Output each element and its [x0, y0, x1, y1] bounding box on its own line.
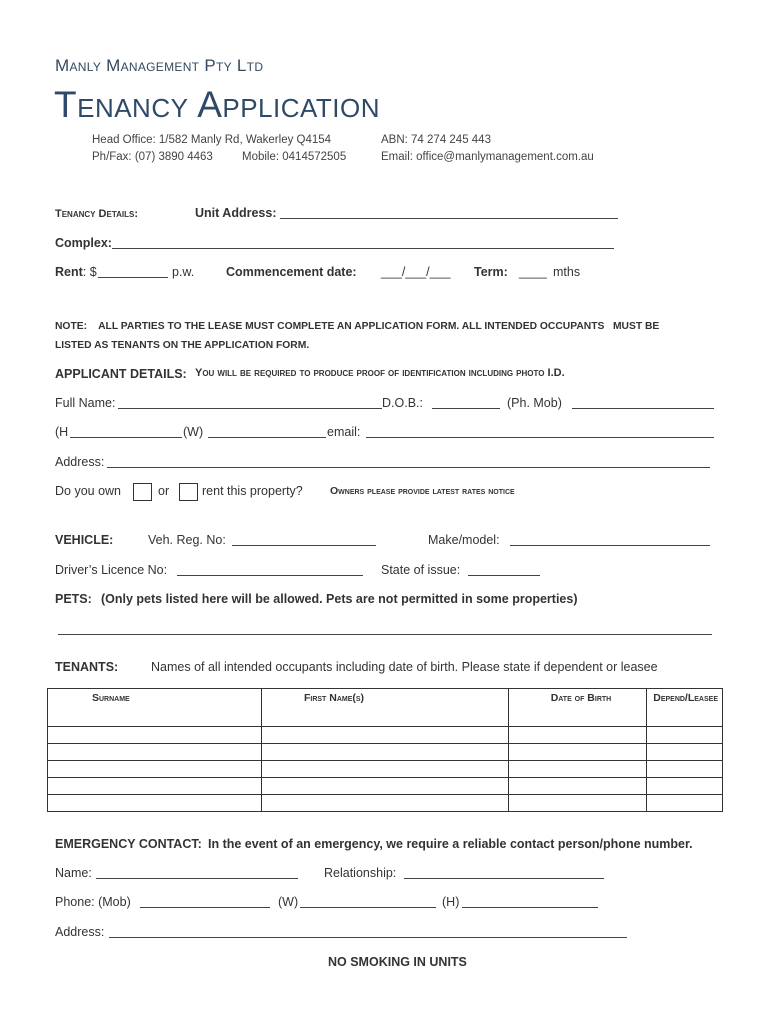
emergency-name-field[interactable] — [96, 878, 298, 879]
emergency-home-field[interactable] — [462, 907, 598, 908]
tenants-note: Names of all intended occupants including date of birth. Please state if dependent or leasee — [151, 660, 658, 674]
table-row — [48, 727, 723, 744]
emergency-work-field[interactable] — [300, 907, 436, 908]
licence-field[interactable] — [177, 575, 363, 576]
table-cell[interactable] — [261, 727, 508, 744]
commencement-field[interactable]: ___/___/___ — [381, 265, 451, 279]
complex-label: Complex: — [55, 236, 112, 250]
rent-checkbox[interactable] — [179, 483, 198, 501]
table-cell[interactable] — [261, 761, 508, 778]
rent-suffix: p.w. — [172, 265, 195, 279]
head-office: Head Office: 1/582 Manly Rd, Wakerley Q4154 — [92, 134, 332, 146]
relationship-label: Relationship: — [324, 866, 397, 880]
email-field[interactable] — [366, 437, 714, 438]
or-label: or — [158, 484, 170, 498]
emergency-mob-label: Phone: (Mob) — [55, 895, 131, 909]
home-phone-field[interactable] — [70, 437, 182, 438]
address-field[interactable] — [107, 467, 710, 468]
table-cell[interactable] — [647, 778, 723, 795]
col-depend-leasee: Depend/Leasee — [647, 689, 723, 727]
email-label: email: — [327, 425, 361, 439]
ph-mob-field[interactable] — [572, 408, 714, 409]
emergency-work-label: (W) — [278, 895, 299, 909]
commencement-label: Commencement date: — [226, 265, 357, 279]
ph-mob-label: (Ph. Mob) — [507, 396, 562, 410]
page-title: Tenancy Application — [54, 84, 381, 125]
table-row — [48, 795, 723, 812]
work-phone-label: (W) — [183, 425, 204, 439]
emergency-name-label: Name: — [55, 866, 92, 880]
emergency-heading: EMERGENCY CONTACT: — [55, 837, 202, 851]
tenants-table — [47, 688, 723, 812]
emergency-mob-field[interactable] — [140, 907, 270, 908]
do-you-own-label: Do you own — [55, 484, 122, 498]
unit-address-field[interactable] — [280, 218, 618, 219]
abn: ABN: 74 274 245 443 — [381, 134, 491, 146]
vehicle-heading: VEHICLE: — [55, 533, 114, 547]
no-smoking-notice: NO SMOKING IN UNITS — [328, 955, 467, 969]
tenancy-details-heading: Tenancy Details: — [55, 208, 139, 220]
rent-label: Rent: $ — [55, 265, 97, 279]
table-cell[interactable] — [261, 795, 508, 812]
term-field[interactable]: ____ — [519, 265, 547, 279]
table-cell[interactable] — [261, 778, 508, 795]
table-cell[interactable] — [508, 795, 647, 812]
state-field[interactable] — [468, 575, 540, 576]
table-cell[interactable] — [508, 727, 647, 744]
rent-property-label: rent this property? — [202, 484, 303, 498]
table-cell[interactable] — [647, 795, 723, 812]
make-model-label: Make/model: — [428, 533, 500, 547]
pets-field[interactable] — [58, 634, 712, 635]
note-line-1: NOTE: ALL PARTIES TO THE LEASE MUST COMPLETE AN APPLICATION FORM. ALL INTENDED OCCUPANTS MUST BE — [55, 321, 660, 332]
veh-reg-label: Veh. Reg. No: — [148, 533, 226, 547]
col-surname: Surname — [48, 689, 262, 727]
phone-fax: Ph/Fax: (07) 3890 4463 — [92, 151, 213, 163]
applicant-heading: APPLICANT DETAILS: — [55, 367, 187, 381]
note-line-2: LISTED AS TENANTS ON THE APPLICATION FORM. — [55, 340, 310, 351]
table-cell[interactable] — [261, 744, 508, 761]
state-label: State of issue: — [381, 563, 461, 577]
owners-note: Owners please provide latest rates notice — [330, 485, 515, 497]
licence-label: Driver’s Licence No: — [55, 563, 168, 577]
home-phone-label: (H — [55, 425, 69, 439]
table-row — [48, 744, 723, 761]
pets-heading: PETS: — [55, 592, 92, 606]
table-cell[interactable] — [48, 778, 262, 795]
table-cell[interactable] — [647, 727, 723, 744]
applicant-id-note: You will be required to produce proof of identification including photo I.D. — [195, 367, 565, 379]
emergency-home-label: (H) — [442, 895, 460, 909]
complex-field[interactable] — [112, 248, 614, 249]
emergency-address-label: Address: — [55, 925, 105, 939]
table-cell[interactable] — [48, 795, 262, 812]
company-name: Manly Management Pty Ltd — [55, 56, 264, 75]
dob-field[interactable] — [432, 408, 500, 409]
table-cell[interactable] — [508, 778, 647, 795]
col-date-of-birth: Date of Birth — [508, 689, 647, 727]
table-cell[interactable] — [48, 727, 262, 744]
address-label: Address: — [55, 455, 105, 469]
rent-field[interactable] — [98, 277, 168, 278]
term-suffix: mths — [553, 265, 581, 279]
work-phone-field[interactable] — [208, 437, 326, 438]
table-cell[interactable] — [48, 761, 262, 778]
make-model-field[interactable] — [510, 545, 710, 546]
table-cell[interactable] — [508, 744, 647, 761]
email-address: Email: office@manlymanagement.com.au — [381, 151, 594, 163]
table-cell[interactable] — [508, 761, 647, 778]
table-cell[interactable] — [647, 744, 723, 761]
table-cell[interactable] — [48, 744, 262, 761]
veh-reg-field[interactable] — [232, 545, 376, 546]
tenants-heading: TENANTS: — [55, 660, 119, 674]
term-label: Term: — [474, 265, 508, 279]
emergency-address-field[interactable] — [109, 937, 627, 938]
table-cell[interactable] — [647, 761, 723, 778]
relationship-field[interactable] — [404, 878, 604, 879]
emergency-note: In the event of an emergency, we require a reliable contact person/phone number. — [208, 837, 693, 851]
table-row — [48, 778, 723, 795]
unit-address-label: Unit Address: — [195, 206, 277, 220]
table-row — [48, 761, 723, 778]
dob-label: D.O.B.: — [382, 396, 423, 410]
pets-note: (Only pets listed here will be allowed. Pets are not permitted in some properties) — [101, 592, 578, 606]
own-checkbox[interactable] — [133, 483, 152, 501]
col-first-names: First Name(s) — [261, 689, 508, 727]
full-name-field[interactable] — [118, 408, 382, 409]
mobile: Mobile: 0414572505 — [242, 151, 347, 163]
full-name-label: Full Name: — [55, 396, 116, 410]
